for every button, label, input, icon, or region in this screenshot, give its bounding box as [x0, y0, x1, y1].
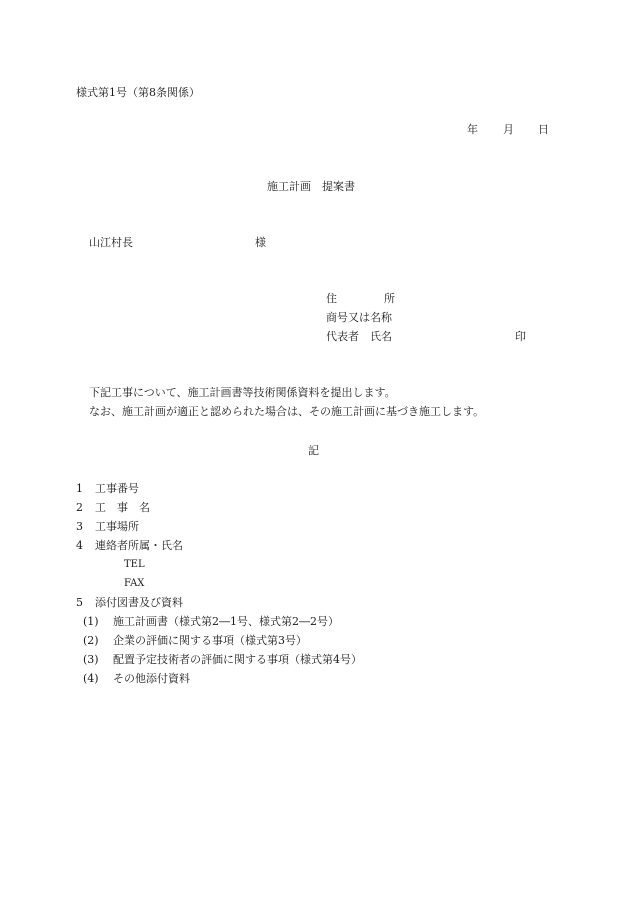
- attachment-4-num: (4): [83, 672, 99, 685]
- date-month: 月: [503, 123, 514, 136]
- address-label-2: 所: [384, 292, 395, 305]
- address-label-1: 住: [326, 292, 337, 305]
- item-5-label: 添付図書及び資料: [95, 596, 183, 609]
- item-2-num: 2: [76, 501, 83, 514]
- attachment-3-num: (3): [83, 653, 99, 666]
- company-label: 商号又は名称: [326, 311, 392, 324]
- attachment-3-label: 配置予定技術者の評価に関する事項（様式第4号）: [113, 653, 362, 666]
- item-3-label: 工事場所: [95, 520, 139, 533]
- attachment-1-label: 施工計画書（様式第2―1号、様式第2―2号）: [113, 615, 339, 628]
- date-day: 日: [538, 123, 549, 136]
- ki-heading: 記: [308, 444, 319, 457]
- contact-tel: TEL: [124, 559, 145, 570]
- attachment-2-label: 企業の評価に関する事項（様式第3号）: [113, 634, 307, 647]
- item-4-num: 4: [76, 539, 83, 552]
- seal-mark: 印: [515, 330, 526, 343]
- contact-fax: FAX: [124, 578, 145, 589]
- addressee-name: 山江村長: [89, 236, 133, 249]
- attachment-1-num: (1): [83, 615, 99, 628]
- attachment-2-num: (2): [83, 634, 99, 647]
- body-line-1: 下記工事について、施工計画書等技術関係資料を提出します。: [89, 386, 396, 399]
- item-5-num: 5: [76, 596, 83, 609]
- body-line-2: なお、施工計画が適正と認められた場合は、その施工計画に基づき施工します。: [89, 405, 485, 418]
- item-1-num: 1: [76, 482, 83, 495]
- item-1-label: 工事番号: [95, 482, 139, 495]
- document-title: 施工計画 提案書: [267, 180, 355, 193]
- representative-label: 代表者 氏名: [326, 330, 392, 343]
- item-2-label: 工 事 名: [95, 501, 150, 514]
- attachment-4-label: その他添付資料: [113, 672, 190, 685]
- item-3-num: 3: [76, 520, 83, 533]
- addressee-honorific: 様: [255, 236, 266, 249]
- form-label: 様式第1号（第8条関係）: [76, 86, 200, 99]
- date-year: 年: [467, 123, 478, 136]
- item-4-label: 連絡者所属・氏名: [95, 539, 183, 552]
